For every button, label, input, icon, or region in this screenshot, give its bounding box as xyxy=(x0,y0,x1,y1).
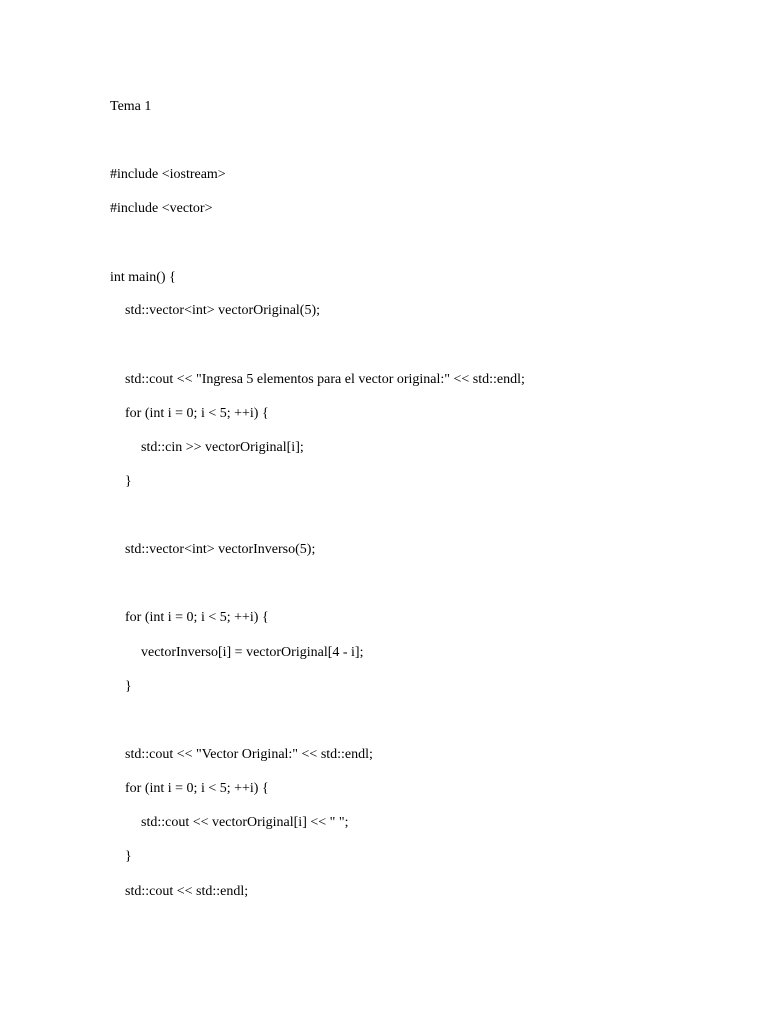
code-line: std::cout << "Ingresa 5 elementos para el vector original:" << std::endl; xyxy=(125,372,525,387)
code-line: #include <iostream> xyxy=(110,167,226,182)
code-line: for (int i = 0; i < 5; ++i) { xyxy=(125,610,269,625)
code-line: std::vector<int> vectorOriginal(5); xyxy=(125,303,321,318)
code-line: for (int i = 0; i < 5; ++i) { xyxy=(125,781,269,796)
document-title: Tema 1 xyxy=(110,99,152,114)
code-line: std::vector<int> vectorInverso(5); xyxy=(125,542,316,557)
code-line: vectorInverso[i] = vectorOriginal[4 - i]; xyxy=(141,645,364,660)
code-line: } xyxy=(125,679,132,694)
code-line: } xyxy=(125,474,132,489)
code-line: for (int i = 0; i < 5; ++i) { xyxy=(125,406,269,421)
code-line: std::cout << vectorOriginal[i] << " "; xyxy=(141,815,349,830)
code-line: } xyxy=(125,849,132,864)
code-line: #include <vector> xyxy=(110,201,213,216)
code-line: std::cin >> vectorOriginal[i]; xyxy=(141,440,304,455)
code-line: std::cout << "Vector Original:" << std::endl; xyxy=(125,747,373,762)
code-line: std::cout << std::endl; xyxy=(125,884,249,899)
code-line: int main() { xyxy=(110,270,176,285)
